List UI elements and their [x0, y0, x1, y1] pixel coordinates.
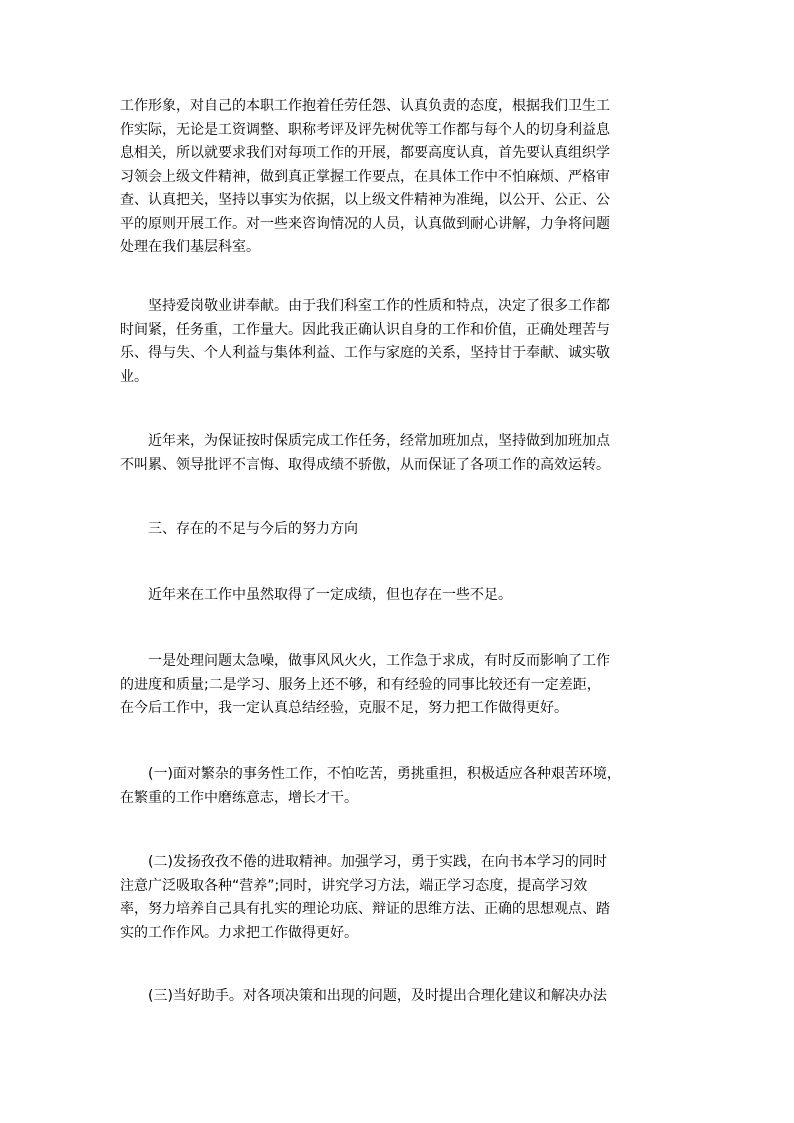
paragraph-shortcomings-intro: 近年来在工作中虽然取得了一定成绩，但也存在一些不足。 [120, 587, 512, 603]
paragraph-overtime: 近年来，为保证按时保质完成工作任务，经常加班加点，坚持做到加班加点 不叫累、领导批评不言悔、取得成绩不骄傲，从而保证了各项工作的高效运转。 [120, 433, 610, 473]
section-heading-shortcomings: 三、存在的不足与今后的努力方向 [120, 521, 358, 537]
paragraph-item-one: (一)面对繁杂的事务性工作，不怕吃苦，勇挑重担，积极适应各种艰苦环境， 在繁重的工作中磨练意志，增长才干。 [120, 766, 621, 806]
paragraph-item-two: (二)发扬孜孜不倦的进取精神。加强学习，勇于实践，在向书本学习的同时 注意广泛吸取各种“营养”;同时，讲究学习方法，端正学习态度，提高学习效 率，努力培养自己具有扎实的理论功底、辩证的思维方法、正确的思想观点、踏 实的工作作风。力求把工作做得更好。 [120, 854, 610, 941]
paragraph-dedication: 坚持爱岗敬业讲奉献。由于我们科室工作的性质和特点，决定了很多工作都 时间紧，任务重，工作量大。因此我正确认识自身的工作和价值，正确处理苦与 乐、得与失、个人利益与集体利益、工作与家庭的关系，坚持甘于奉献、诚实敬 业。 [120, 298, 610, 385]
paragraph-item-three: (三)当好助手。对各项决策和出现的问题，及时提出合理化建议和解决办法 [120, 988, 607, 1004]
paragraph-work-image: 工作形象，对自己的本职工作抱着任劳任怨、认真负责的态度，根据我们卫生工 作实际，无论是工资调整、职称考评及评先树优等工作都与每个人的切身利益息 息相关，所以就要求我们对每项工作的开展，都要高度认真，首先要认真组织学 习领会上级文件精神，做到真正掌握工作要点，在具体工作中不怕麻烦、严格审 查、认真把关，坚持以事实为依据，以上级文件精神为准绳，以公开、公正、公 平的原则开展工作。对一些来咨询情况的人员，认真做到耐心讲解，力争将问题 处理在我们基层科室。 [120, 98, 610, 255]
paragraph-issues: 一是处理问题太急噪，做事风风火火，工作急于求成，有时反而影响了工作 的进度和质量;二是学习、服务上还不够，和有经验的同事比较还有一定差距， 在今后工作中，我一定认真总结经验，克服不足，努力把工作做得更好。 [120, 653, 610, 716]
